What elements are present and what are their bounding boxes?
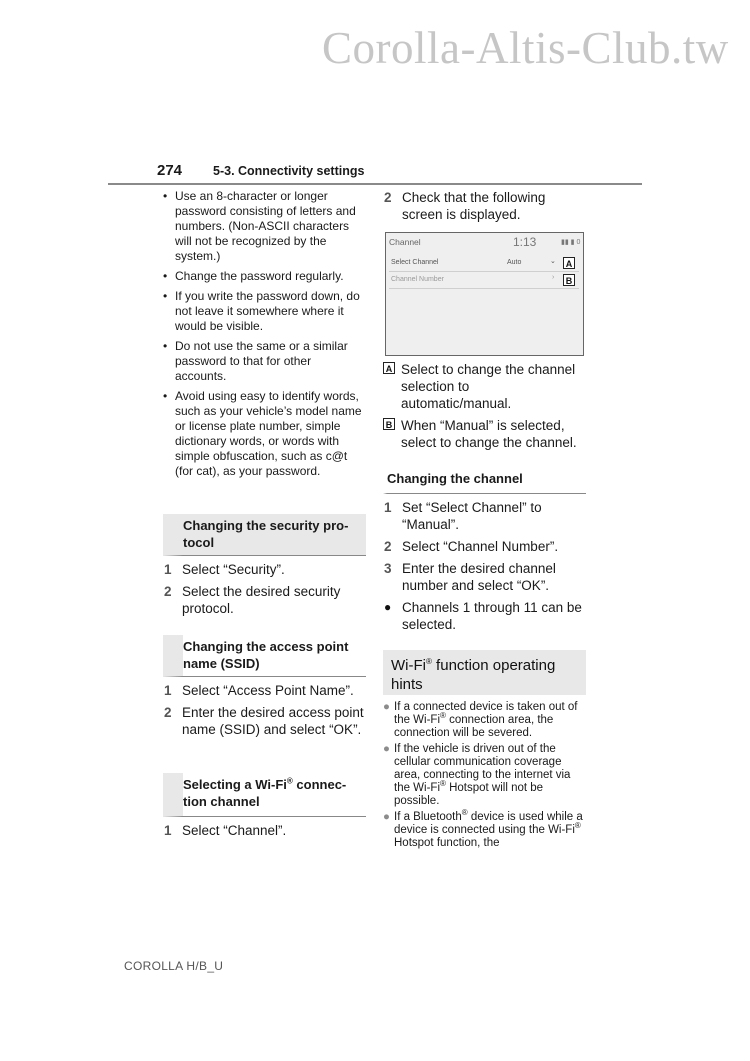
header-divider bbox=[108, 183, 642, 185]
check-screen-step bbox=[383, 189, 583, 228]
hints-heading: Wi-Fi® function operating hints bbox=[383, 650, 586, 695]
section-title: 5-3. Connectivity settings bbox=[213, 164, 365, 178]
list-item: 1 Select “Access Point Name”. bbox=[164, 683, 354, 698]
list-item: ● If a Bluetooth® device is used while a device is connected using the Wi-Fi® Hotspot function, the bbox=[383, 808, 583, 849]
list-item: ● Channels 1 through 11 can be selected. bbox=[384, 600, 582, 632]
callout-a-description: A Select to change the channel selection to automatic/manual. bbox=[383, 361, 583, 412]
callout-b-description: B When “Manual” is selected, select to change the channel. bbox=[383, 417, 583, 451]
page-number: 274 bbox=[157, 162, 183, 179]
list-item: • Use an 8-character or longer password consisting of letters and numbers. (Non-ASCII characters will not be recognized by the system.) bbox=[163, 189, 356, 263]
screen-title: Channel bbox=[389, 237, 421, 247]
list-item: 1 Set “Select Channel” to “Manual”. bbox=[384, 500, 542, 532]
list-item: 2 Enter the desired access point name (SSID) and select “OK”. bbox=[164, 705, 364, 737]
list-item: • Avoid using easy to identify words, such as your vehicle’s model name or license plate number, simple dictionary words, or words with simple obfuscation, such as c@t (for cat), as your password. bbox=[163, 389, 362, 478]
screen-clock: 1:13 bbox=[513, 235, 537, 249]
watermark: Corolla-Altis-Club.tw bbox=[322, 23, 729, 73]
changing-channel-steps bbox=[383, 499, 583, 638]
wifi-channel-steps bbox=[163, 822, 363, 844]
changing-channel-heading: Changing the channel bbox=[383, 467, 586, 494]
list-item: ● If the vehicle is driven out of the cellular communication coverage area, connecting to the internet via the Wi-Fi® Hotspot will not be possible. bbox=[383, 743, 571, 807]
list-item: 2 Select the desired security protocol. bbox=[164, 584, 341, 616]
list-item: • Do not use the same or a similar password to that for other accounts. bbox=[163, 339, 348, 383]
hints-list bbox=[383, 701, 583, 853]
list-item: ● If a connected device is taken out of the Wi-Fi® connection area, the connection will be severed. bbox=[383, 701, 578, 739]
list-item: 3 Enter the desired channel number and select “OK”. bbox=[384, 561, 556, 593]
wifi-channel-heading: Selecting a Wi-Fi® connec- tion channel bbox=[163, 773, 366, 817]
callout-a-tag: A bbox=[383, 362, 395, 374]
list-item: 2 Select “Channel Number”. bbox=[384, 539, 559, 554]
access-point-steps bbox=[163, 682, 365, 743]
screen-status-icons: ▮▮ ▮ 0 bbox=[561, 239, 581, 246]
select-channel-row: Select Channel Auto ⌄ A bbox=[389, 256, 579, 272]
channel-screen-illustration bbox=[385, 232, 584, 356]
channel-number-row: Channel Number › B bbox=[389, 273, 579, 289]
footer-model-code: COROLLA H/B_U bbox=[124, 959, 224, 973]
chevron-right-icon: › bbox=[552, 274, 555, 281]
callout-a-tag: A bbox=[563, 257, 575, 269]
callout-b-tag: B bbox=[383, 418, 395, 430]
callout-b-tag: B bbox=[563, 274, 575, 286]
access-point-heading: Changing the access point name (SSID) bbox=[163, 635, 366, 677]
chevron-down-icon: ⌄ bbox=[550, 258, 556, 265]
list-item: 1 Select “Security”. bbox=[164, 562, 285, 577]
list-item: 2 Check that the following screen is displayed. bbox=[384, 190, 546, 222]
list-item: • Change the password regularly. bbox=[163, 269, 344, 283]
list-item: • If you write the password down, do not leave it somewhere where it would be visible. bbox=[163, 289, 360, 333]
list-item: 1 Select “Channel”. bbox=[164, 823, 287, 838]
password-tips-list bbox=[163, 189, 365, 484]
security-protocol-heading: Changing the security pro- tocol bbox=[163, 514, 366, 556]
security-protocol-steps bbox=[163, 561, 363, 622]
